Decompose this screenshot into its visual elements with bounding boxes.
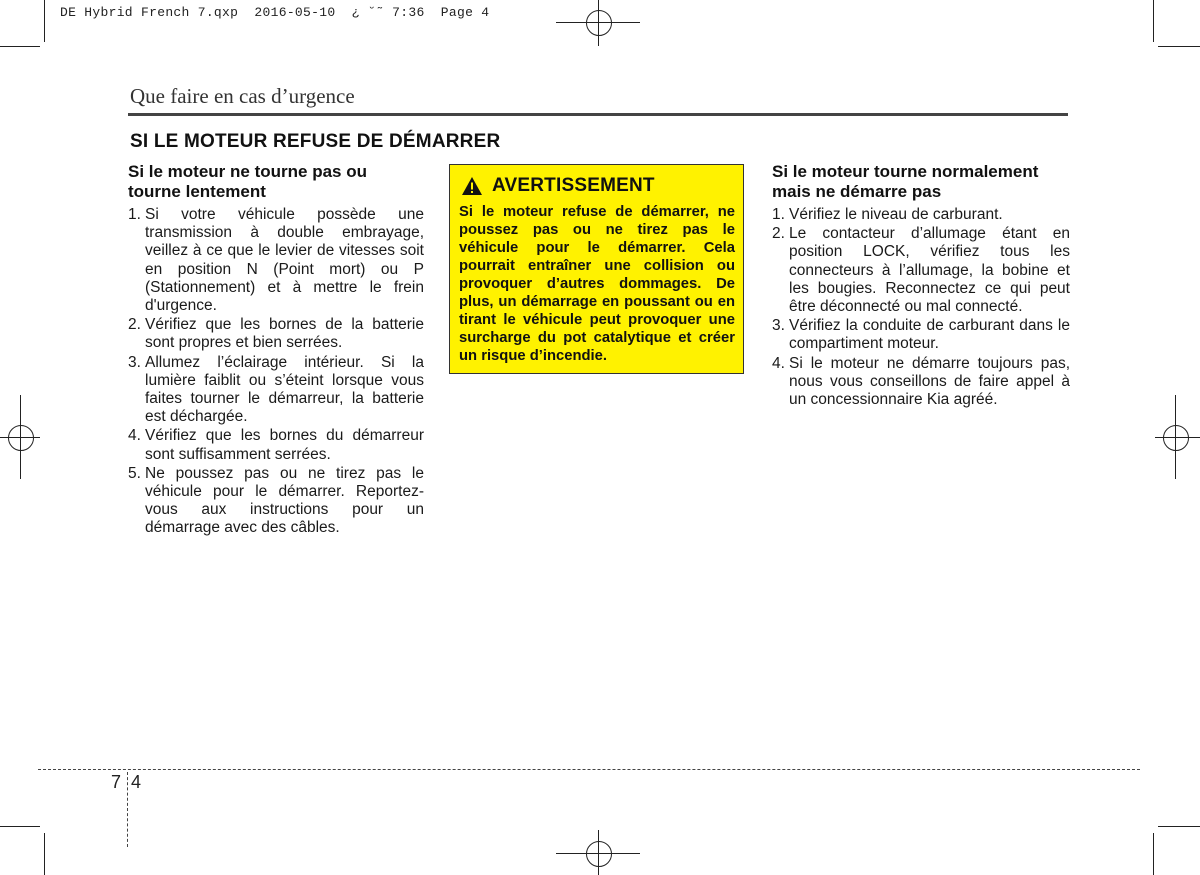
step-text: Ne poussez pas ou ne tirez pas le véhicule pour le démarrer. Reportez-vous aux instructions pour un démarrage avec des câbles.: [145, 464, 424, 537]
crop-mark-bottom-right-v: [1153, 833, 1154, 875]
list-item: [128, 206, 424, 315]
crop-mark-top-left-h: [0, 46, 40, 47]
page-title: SI LE MOTEUR REFUSE DE DÉMARRER: [130, 131, 501, 152]
left-column: [128, 162, 424, 539]
list-item: [772, 355, 1070, 410]
step-text: Vérifiez la conduite de carburant dans le compartiment moteur.: [789, 317, 1070, 353]
step-number: 5.: [128, 464, 141, 482]
crop-mark-top-left-v: [44, 0, 45, 42]
footer-rule: [38, 769, 1140, 770]
crop-mark-top-right-h: [1158, 46, 1200, 47]
left-column-heading: Si le moteur ne tourne pas ou tourne lentement: [128, 162, 367, 201]
step-text: Allumez l’éclairage intérieur. Si la lumière faiblit ou s’éteint lorsque vous faites tourner le démarreur, la batterie est déchargée.: [145, 353, 424, 426]
page-number-divider: [127, 772, 128, 847]
crop-mark-bottom-right-h: [1158, 826, 1200, 827]
step-number: 3.: [772, 317, 785, 335]
chapter-number: 7: [111, 772, 122, 792]
left-steps-list: [128, 206, 424, 538]
step-number: 4.: [128, 427, 141, 445]
crop-mark-top-right-v: [1153, 0, 1154, 42]
step-number: 1.: [772, 206, 785, 223]
step-number: 1.: [128, 206, 141, 223]
list-item: [128, 427, 424, 463]
warning-title-row: [459, 175, 735, 197]
list-item: [128, 465, 424, 538]
step-text: Le contacteur d’allumage étant en position LOCK, vérifiez tous les connecteurs à l’allumage, la bobine et les bougies. Reconnectez ce qui peut être déconnecté ou mal connecté.: [789, 225, 1070, 316]
step-text: Vérifiez que les bornes de la batterie sont propres et bien serrées.: [145, 316, 424, 352]
list-item: [128, 316, 424, 352]
right-column: [772, 162, 1070, 410]
list-item: [772, 225, 1070, 316]
crop-mark-bottom-left-v: [44, 833, 45, 875]
warning-triangle-icon: [461, 176, 483, 196]
crop-mark-bottom-left-h: [0, 826, 40, 827]
right-steps-list: [772, 206, 1070, 409]
list-item: [128, 354, 424, 427]
header-rule: [128, 113, 1068, 116]
print-slug: DE Hybrid French 7.qxp 2016-05-10 ¿ ˘˜ 7:36 Page 4: [60, 5, 490, 20]
warning-text: Si le moteur refuse de démarrer, ne poussez pas ou ne tirez pas le véhicule pour le démarrer. Cela pourrait entraîner une collision ou provoquer d’autres dommages. De plus, un démarrage en poussant ou en tirant le véhicule peut provoquer une surcharge du pot catalytique et créer un risque d’incendie.: [459, 204, 735, 364]
warning-title: AVERTISSEMENT: [492, 175, 655, 196]
step-text: Si le moteur ne démarre toujours pas, nous vous conseillons de faire appel à un concessionnaire Kia agréé.: [789, 354, 1070, 409]
list-item: [772, 317, 1070, 353]
right-column-heading: Si le moteur tourne normalement mais ne démarre pas: [772, 162, 1039, 201]
warning-box: [449, 164, 744, 374]
step-text: Si votre véhicule possède une transmission à double embrayage, veillez à ce que le levier de vitesses soit en position N (Point mort) ou P (Stationnement) et à mettre le frein d'urgence.: [145, 206, 424, 315]
step-number: 2.: [772, 225, 785, 243]
step-number: 3.: [128, 353, 141, 371]
step-text: Vérifiez le niveau de carburant.: [789, 206, 1003, 223]
step-text: Vérifiez que les bornes du démarreur sont suffisamment serrées.: [145, 427, 424, 463]
step-number: 2.: [128, 316, 141, 334]
page-number: 4: [131, 772, 142, 792]
list-item: [772, 206, 1070, 224]
step-number: 4.: [772, 354, 785, 372]
section-header: Que faire en cas d’urgence: [130, 84, 355, 108]
